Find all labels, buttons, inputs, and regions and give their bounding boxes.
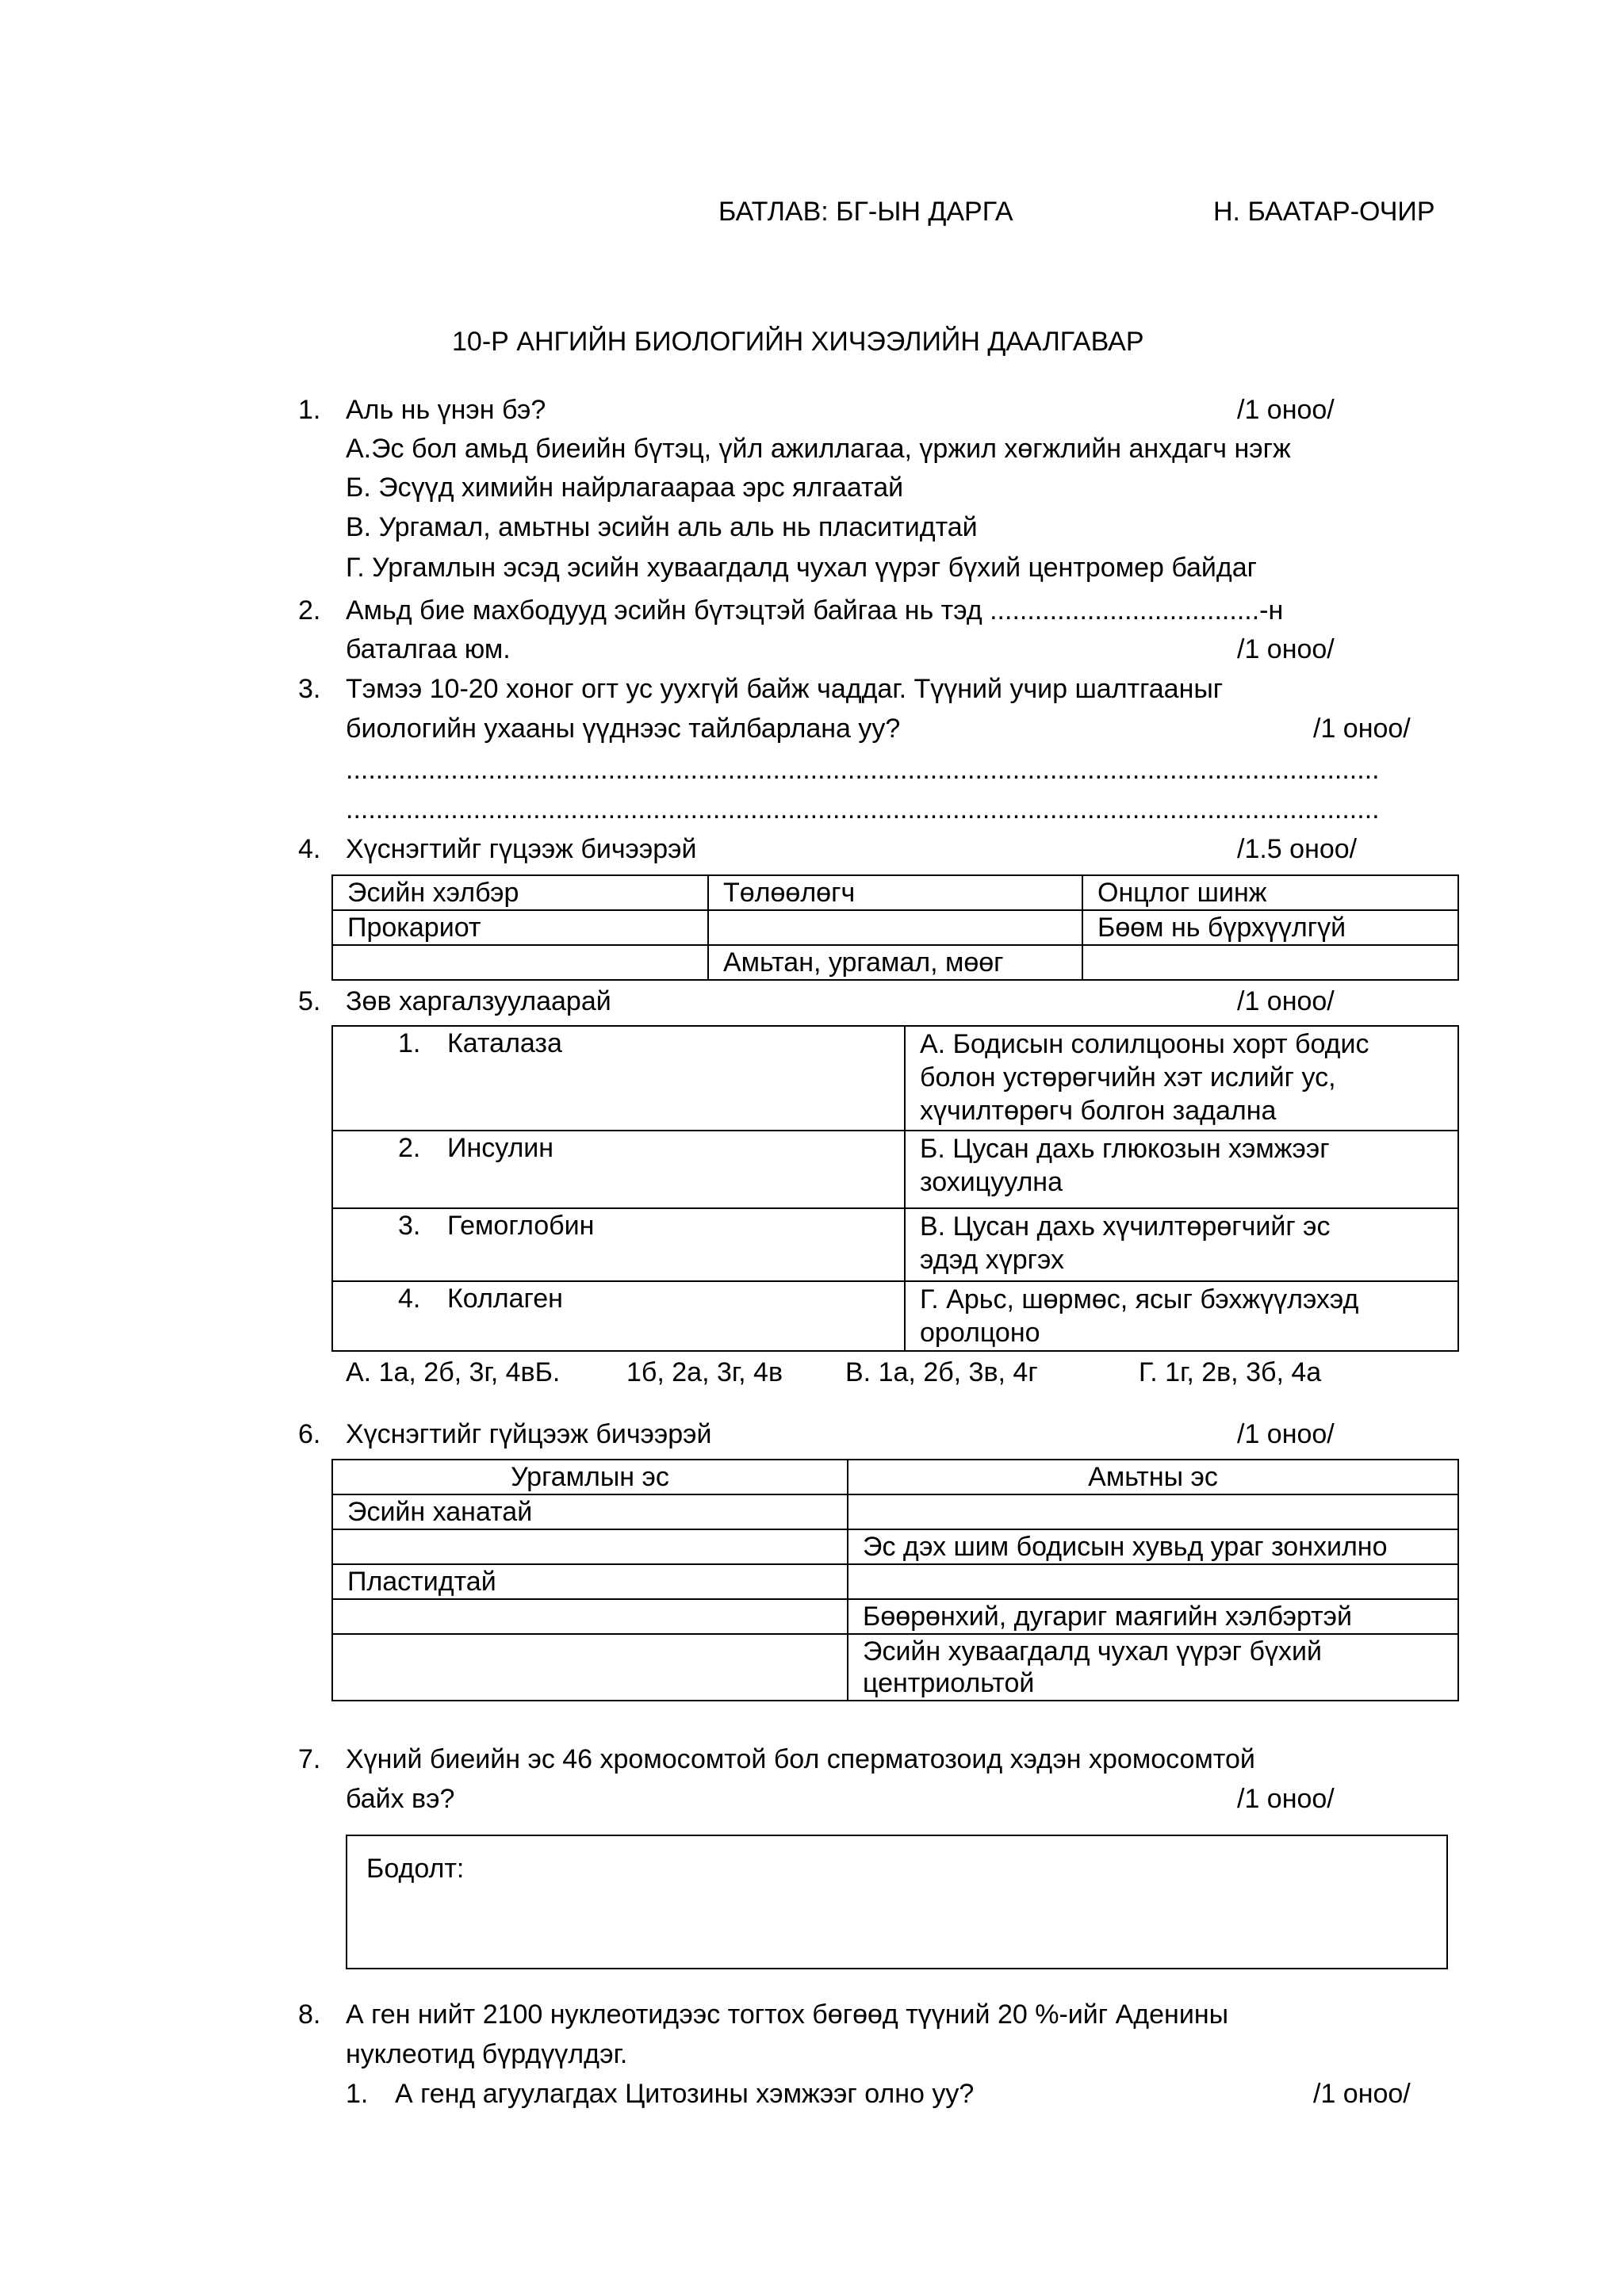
table-header-cell: Ургамлын эс	[332, 1460, 848, 1494]
q3-score: /1 оноо/	[1313, 714, 1411, 744]
q3-answer-line-2: ..........................................................................................................................................	[346, 794, 1380, 825]
table-row	[332, 1494, 1458, 1529]
q7-answer-box[interactable]	[346, 1835, 1448, 1969]
q5-number: 5.	[298, 986, 321, 1016]
q1-option-c: В. Ургамал, амьтны эсийн аль аль нь пласитидтай	[346, 512, 978, 542]
table-row	[332, 1460, 1458, 1494]
match-number: 2.	[398, 1133, 421, 1163]
table-cell	[905, 1026, 1458, 1131]
q4-score: /1.5 оноо/	[1237, 834, 1358, 864]
q5-score: /1 оноо/	[1237, 986, 1335, 1016]
q8-subquestion-number: 1.	[346, 2079, 369, 2109]
match-definition-line: А. Бодисын солилцооны хорт бодис	[920, 1029, 1369, 1059]
q5-answer-d: Г. 1г, 2в, 3б, 4а	[1139, 1357, 1322, 1387]
match-definition-line: Г. Арьс, шөрмөс, ясыг бэхжүүлэхэд	[920, 1284, 1359, 1314]
table-cell-empty[interactable]	[332, 1634, 848, 1701]
match-definition-line: В. Цусан дахь хүчилтөрөгчийг эс	[920, 1211, 1331, 1242]
q4-number: 4.	[298, 834, 321, 864]
table-cell	[332, 1131, 905, 1208]
table-cell-empty[interactable]	[332, 945, 708, 980]
q6-number: 6.	[298, 1419, 321, 1449]
q8-line2: нуклеотид бүрдүүлдэг.	[346, 2039, 628, 2069]
match-term: Инсулин	[447, 1133, 554, 1163]
match-term: Каталаза	[447, 1028, 562, 1058]
table-header-cell: Төлөөлөгч	[708, 875, 1082, 910]
approver-name: Н. БААТАР-ОЧИР	[1213, 197, 1435, 227]
q7-number: 7.	[298, 1744, 321, 1774]
table-row	[332, 1208, 1458, 1281]
match-number: 3.	[398, 1211, 421, 1241]
q5-question: Зөв харгалзуулаарай	[346, 986, 611, 1016]
q1-question: Аль нь үнэн бэ?	[346, 395, 546, 425]
table-header-cell: Онцлог шинж	[1082, 875, 1458, 910]
match-definition-line: оролцоно	[920, 1318, 1040, 1348]
q6-question: Хүснэгтийг гүйцээж бичээрэй	[346, 1419, 712, 1449]
q2-score: /1 оноо/	[1237, 634, 1335, 664]
q7-line1: Хүний биеийн эс 46 хромосомтой бол сперматозоид хэдэн хромосомтой	[346, 1744, 1255, 1774]
table-cell-empty[interactable]	[332, 1599, 848, 1634]
match-definition-line: хүчилтөрөгч болгон задална	[920, 1096, 1277, 1126]
table-cell: Эс дэх шим бодисын хувьд ураг зонхилно	[848, 1529, 1458, 1564]
match-number: 1.	[398, 1028, 421, 1058]
q1-option-d: Г. Ургамлын эсэд эсийн хуваагдалд чухал үүрэг бүхий центромер байдаг	[346, 553, 1258, 583]
match-definition-line: зохицуулна	[920, 1167, 1063, 1197]
document-title: 10-Р АНГИЙН БИОЛОГИЙН ХИЧЭЭЛИЙН ДААЛГАВАР	[452, 327, 1144, 357]
q2-line2: баталгаа юм.	[346, 634, 511, 664]
q8-line1: А ген нийт 2100 нуклеотидээс тогтох бөгөөд түүний 20 %-ийг Аденины	[346, 1999, 1229, 2030]
q5-answer-c: В. 1а, 2б, 3в, 4г	[845, 1357, 1038, 1387]
table-row	[332, 1634, 1458, 1701]
table-cell-empty[interactable]	[332, 1529, 848, 1564]
table-row	[332, 910, 1458, 945]
q3-line2: биологийн ухааны үүднээс тайлбарлана уу?	[346, 714, 901, 744]
match-term: Коллаген	[447, 1284, 563, 1314]
q1-number: 1.	[298, 395, 321, 425]
table-row	[332, 1599, 1458, 1634]
q8-subquestion-1	[346, 2076, 974, 2112]
q3-number: 3.	[298, 674, 321, 704]
q1-option-a: А.Эс бол амьд биеийн бүтэц, үйл ажиллагаа, үржил хөгжлийн анхдагч нэгж	[346, 434, 1291, 464]
table-row	[332, 1281, 1458, 1351]
q6-score: /1 оноо/	[1237, 1419, 1335, 1449]
q8-subquestion-text: А генд агуулагдах Цитозины хэмжээг олно уу?	[395, 2079, 975, 2109]
table-cell: Пластидтай	[332, 1564, 848, 1599]
q5-matching-table	[331, 1025, 1459, 1352]
table-cell-empty[interactable]	[708, 910, 1082, 945]
table-row	[332, 875, 1458, 910]
table-cell	[332, 1208, 905, 1281]
table-cell	[332, 1281, 905, 1351]
table-cell	[905, 1208, 1458, 1281]
table-cell: Бөөрөнхий, дугариг маягийн хэлбэртэй	[848, 1599, 1458, 1634]
q7-answer-label: Бодолт:	[366, 1854, 465, 1884]
table-cell-empty[interactable]	[848, 1494, 1458, 1529]
table-cell: Прокариот	[332, 910, 708, 945]
q4-table	[331, 874, 1459, 981]
table-cell	[905, 1281, 1458, 1351]
table-header-cell: Амьтны эс	[848, 1460, 1458, 1494]
q4-question: Хүснэгтийг гүцээж бичээрэй	[346, 834, 697, 864]
q7-score: /1 оноо/	[1237, 1784, 1335, 1814]
q1-option-b: Б. Эсүүд химийн найрлагаараа эрс ялгаатай	[346, 473, 904, 503]
q6-table	[331, 1459, 1459, 1701]
q5-answer-b: 1б, 2а, 3г, 4в	[626, 1357, 783, 1387]
match-term: Гемоглобин	[447, 1211, 595, 1241]
table-row	[332, 1131, 1458, 1208]
q5-answer-a: А. 1а, 2б, 3г, 4вБ.	[346, 1357, 561, 1387]
q8-subquestion-score: /1 оноо/	[1313, 2079, 1411, 2109]
match-definition-line: Б. Цусан дахь глюкозын хэмжээг	[920, 1134, 1330, 1164]
match-definition-line: болон устөрөгчийн хэт ислийг ус,	[920, 1062, 1336, 1093]
table-cell	[332, 1026, 905, 1131]
table-cell: Эсийн хуваагдалд чухал үүрэг бүхий центриольтой	[848, 1634, 1458, 1701]
table-row	[332, 1026, 1458, 1131]
q7-line2: байх вэ?	[346, 1784, 455, 1814]
q2-number: 2.	[298, 595, 321, 626]
table-cell-empty[interactable]	[848, 1564, 1458, 1599]
table-row	[332, 1529, 1458, 1564]
table-cell	[905, 1131, 1458, 1208]
approval-label: БАТЛАВ: БГ-ЫН ДАРГА	[718, 197, 1013, 227]
table-cell: Амьтан, ургамал, мөөг	[708, 945, 1082, 980]
table-cell: Эсийн ханатай	[332, 1494, 848, 1529]
q3-line1: Тэмээ 10-20 хоног огт ус уухгүй байж чаддаг. Түүний учир шалтгааныг	[346, 674, 1224, 704]
q8-number: 8.	[298, 1999, 321, 2030]
q1-score: /1 оноо/	[1237, 395, 1335, 425]
table-row	[332, 1564, 1458, 1599]
q2-line1: Амьд бие махбодууд эсийн бүтэцтэй байгаа нь тэд ....................................-н	[346, 595, 1284, 626]
match-definition-line: эдэд хүргэх	[920, 1245, 1064, 1275]
q3-answer-line-1: ..........................................................................................................................................	[346, 755, 1380, 785]
table-cell-empty[interactable]	[1082, 945, 1458, 980]
match-number: 4.	[398, 1284, 421, 1314]
table-cell: Бөөм нь бүрхүүлгүй	[1082, 910, 1458, 945]
table-row	[332, 945, 1458, 980]
table-header-cell: Эсийн хэлбэр	[332, 875, 708, 910]
